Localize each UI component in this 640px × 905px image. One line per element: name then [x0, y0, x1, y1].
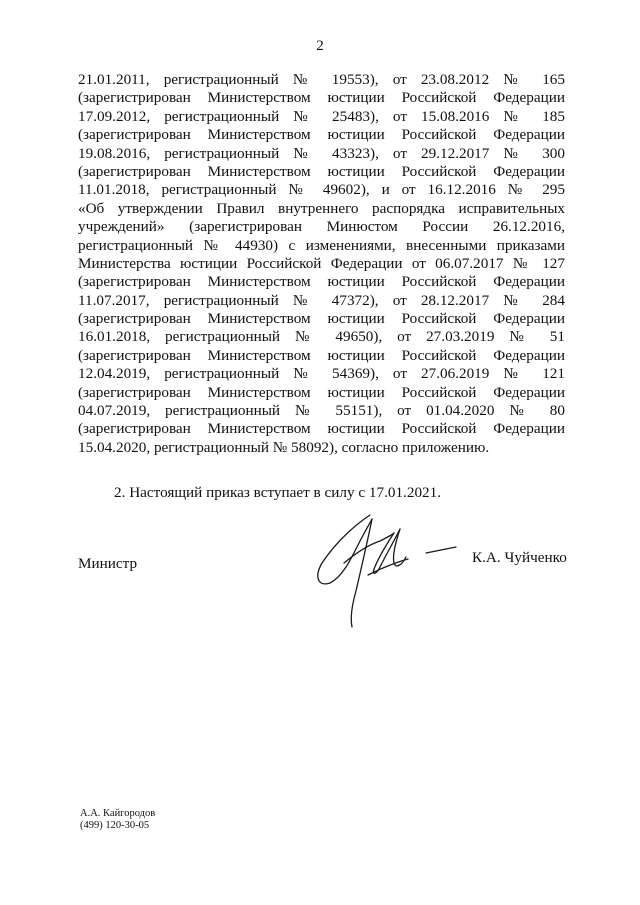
body-line: (зарегистрирован Министерством юстиции Российской Федерации: [78, 273, 565, 291]
executor-info: [80, 808, 155, 832]
body-line: 21.01.2011, регистрационный № 19553), от 23.08.2012 № 165: [78, 71, 565, 88]
body-line: 04.07.2019, регистрационный № 55151), от 01.04.2020 № 80: [78, 402, 565, 420]
body-line: (зарегистрирован Министерством юстиции Российской Федерации: [78, 383, 565, 401]
clause-effective-date: 2. Настоящий приказ вступает в силу с 17.01.2021.: [114, 484, 442, 501]
body-line: 11.07.2017, регистрационный № 47372), от 28.12.2017 № 284: [78, 291, 565, 309]
body-line: (зарегистрирован Министерством юстиции Российской Федерации: [78, 420, 565, 438]
body-line: (зарегистрирован Министерством юстиции Российской Федерации: [78, 346, 565, 364]
body-line: (зарегистрирован Министерством юстиции Российской Федерации: [78, 162, 565, 180]
body-line: 15.04.2020, регистрационный № 58092), согласно приложению.: [78, 438, 490, 456]
body-line: (зарегистрирован Министерством юстиции Российской Федерации: [78, 89, 565, 107]
body-line: 16.01.2018, регистрационный № 49650), от 27.03.2019 № 51: [78, 328, 565, 346]
order-body-text: [78, 71, 565, 457]
body-line: 19.08.2016, регистрационный № 43323), от 29.12.2017 № 300: [78, 144, 565, 162]
body-line: Министерства юстиции Российской Федерации от 06.07.2017 № 127: [78, 254, 565, 272]
body-line: 12.04.2019, регистрационный № 54369), от 27.06.2019 № 121: [78, 365, 565, 383]
body-line: регистрационный № 44930) с изменениями, внесенными приказами: [78, 236, 565, 254]
signer-position: Министр: [78, 555, 138, 572]
body-line: (зарегистрирован Министерством юстиции Российской Федерации: [78, 310, 565, 328]
body-line: 11.01.2018, регистрационный № 49602), и от 16.12.2016 № 295: [78, 181, 565, 199]
handwritten-signature: [308, 505, 468, 635]
page-number: 2: [316, 38, 324, 54]
executor-name: А.А. Кайгородов: [80, 808, 156, 819]
executor-phone: (499) 120-30-05: [80, 820, 150, 831]
body-line: «Об утверждении Правил внутреннего распорядка исправительных: [78, 199, 565, 217]
body-line: (зарегистрирован Министерством юстиции Российской Федерации: [78, 126, 565, 144]
signer-name: К.А. Чуйченко: [472, 549, 567, 566]
body-line: учреждений» (зарегистрирован Минюстом России 26.12.2016,: [78, 218, 565, 236]
body-line: 17.09.2012, регистрационный № 25483), от 15.08.2016 № 185: [78, 107, 565, 125]
